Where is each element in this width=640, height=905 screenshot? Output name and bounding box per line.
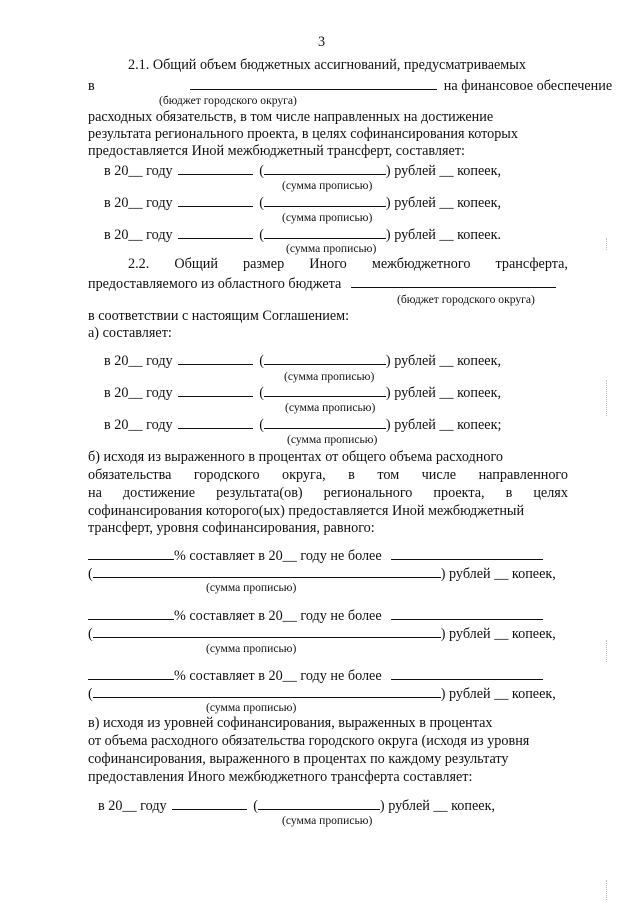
v-line1: в) исходя из уровней софинансирования, выраженных в процентах: [88, 715, 493, 731]
year-label: в 20__ году: [104, 195, 173, 211]
s21-line1: 2.1. Общий объем бюджетных ассигнований, предусматриваемых: [128, 57, 526, 73]
year-label: в 20__ году: [104, 227, 173, 243]
scan-mark: [606, 640, 608, 662]
pct-amount-blank: [391, 546, 543, 560]
rubles-label: ) рублей __ копеек,: [385, 163, 502, 179]
sum-caption: (сумма прописью): [282, 814, 373, 827]
s21-prefix: в: [88, 78, 95, 94]
b-line2: обязательства городского округа, в том числе направленного: [88, 467, 568, 483]
budget-blank: [351, 274, 556, 288]
rubles-label: ) рублей __ копеек,: [440, 626, 556, 642]
s21-line3: расходных обязательств, в том числе направленных на достижение: [88, 109, 494, 125]
pct-blank: [88, 546, 174, 560]
s22-line1: 2.2. Общий размер Иного межбюджетного трансферта,: [128, 256, 568, 272]
year-label: в 20__ году: [104, 353, 173, 369]
pct-row: [88, 666, 543, 685]
rubles-label: ) рублей __ копеек,: [385, 385, 502, 401]
s21-line5: предоставляется Иной межбюджетный трансферт, составляет:: [88, 143, 465, 159]
s22-line3: в соответствии с настоящим Соглашением:: [88, 308, 350, 324]
sum-words-blank: [264, 225, 386, 239]
rubles-label: ) рублей __ копеек,: [385, 353, 502, 369]
sum-words-blank: [264, 193, 386, 207]
year-label: в 20__ году: [104, 163, 173, 179]
s21-line4: результата регионального проекта, в целях софинансирования которых: [88, 126, 518, 142]
scan-mark: [606, 380, 608, 416]
sum-caption: (сумма прописью): [282, 211, 373, 224]
amount-blank: [178, 161, 253, 175]
amount-blank: [178, 415, 253, 429]
rubles-label: ) рублей __ копеек,: [379, 798, 496, 814]
pct-sum-row: ( ) рублей __ копеек,: [88, 626, 556, 642]
b-line3: на достижение результата(ов) регионального проекта, в целях: [88, 485, 568, 501]
pct-row: [88, 546, 543, 565]
rubles-label: ) рублей __ копеек,: [440, 686, 556, 702]
sum-caption: (сумма прописью): [287, 433, 378, 446]
amount-blank: [178, 351, 253, 365]
pct-blank: [88, 606, 174, 620]
b-line1: б) исходя из выраженного в процентах от общего объема расходного: [88, 449, 504, 465]
page-number: 3: [318, 34, 326, 50]
pct-row: [88, 606, 543, 625]
budget-caption: (бюджет городского округа): [397, 293, 535, 306]
pct-sum-row: ( ) рублей __ копеек,: [88, 686, 556, 702]
b-line5: трансферт, уровня софинансирования, равного:: [88, 520, 375, 536]
pct-label: % составляет в 20__ году не более: [174, 548, 382, 564]
budget-blank: [190, 76, 437, 90]
sum-caption: (сумма прописью): [282, 179, 373, 192]
scan-mark: [606, 880, 608, 900]
sum-words-blank: [264, 161, 386, 175]
amount-blank: [172, 796, 247, 810]
pct-label: % составляет в 20__ году не более: [174, 668, 382, 684]
sum-caption: (сумма прописью): [206, 642, 297, 655]
year-label: в 20__ году: [104, 385, 173, 401]
scan-mark: [606, 238, 608, 250]
s22-line2-text: предоставляемого из областного бюджета: [88, 276, 342, 292]
rubles-label: ) рублей __ копеек.: [385, 227, 502, 243]
year-row: в 20__ году ( ) рублей __ копеек,: [104, 353, 502, 369]
sum-words-blank: [93, 564, 441, 578]
amount-blank: [178, 383, 253, 397]
sum-caption: (сумма прописью): [286, 242, 377, 255]
sum-words-blank: [258, 796, 380, 810]
year-row: в 20__ году ( ) рублей __ копеек.: [104, 227, 502, 243]
b-line4: софинансирования которого(ых) предоставляется Иной межбюджетный: [88, 503, 525, 519]
sum-words-blank: [264, 383, 386, 397]
rubles-label: ) рублей __ копеек,: [440, 566, 556, 582]
year-row: в 20__ году ( ) рублей __ копеек,: [104, 163, 502, 179]
v-line3: софинансирования, выраженного в процентах по каждому результату: [88, 751, 509, 767]
pct-label: % составляет в 20__ году не более: [174, 608, 382, 624]
pct-amount-blank: [391, 666, 543, 680]
v-line2: от объема расходного обязательства городского округа (исходя из уровня: [88, 733, 530, 749]
pct-sum-row: ( ) рублей __ копеек,: [88, 566, 556, 582]
amount-blank: [178, 193, 253, 207]
year-row: в 20__ году ( ) рублей __ копеек,: [98, 798, 496, 814]
sum-words-blank: [93, 624, 441, 638]
year-row: в 20__ году ( ) рублей __ копеек;: [104, 417, 502, 433]
s21-suffix: на финансовое обеспечение: [443, 78, 613, 94]
year-row: в 20__ году ( ) рублей __ копеек,: [104, 385, 502, 401]
v-line4: предоставления Иного межбюджетного трансферта составляет:: [88, 769, 473, 785]
sum-caption: (сумма прописью): [206, 701, 297, 714]
budget-caption: (бюджет городского округа): [159, 94, 297, 107]
sum-caption: (сумма прописью): [285, 401, 376, 414]
year-row: в 20__ году ( ) рублей __ копеек,: [104, 195, 502, 211]
sum-words-blank: [264, 351, 386, 365]
sum-caption: (сумма прописью): [284, 370, 375, 383]
sum-words-blank: [93, 684, 441, 698]
s22-a: а) составляет:: [88, 325, 172, 341]
pct-amount-blank: [391, 606, 543, 620]
amount-blank: [178, 225, 253, 239]
year-label: в 20__ году: [104, 417, 173, 433]
rubles-label: ) рублей __ копеек,: [385, 195, 502, 211]
pct-blank: [88, 666, 174, 680]
sum-words-blank: [264, 415, 386, 429]
year-label: в 20__ году: [98, 798, 167, 814]
sum-caption: (сумма прописью): [206, 581, 297, 594]
rubles-label: ) рублей __ копеек;: [385, 417, 502, 433]
